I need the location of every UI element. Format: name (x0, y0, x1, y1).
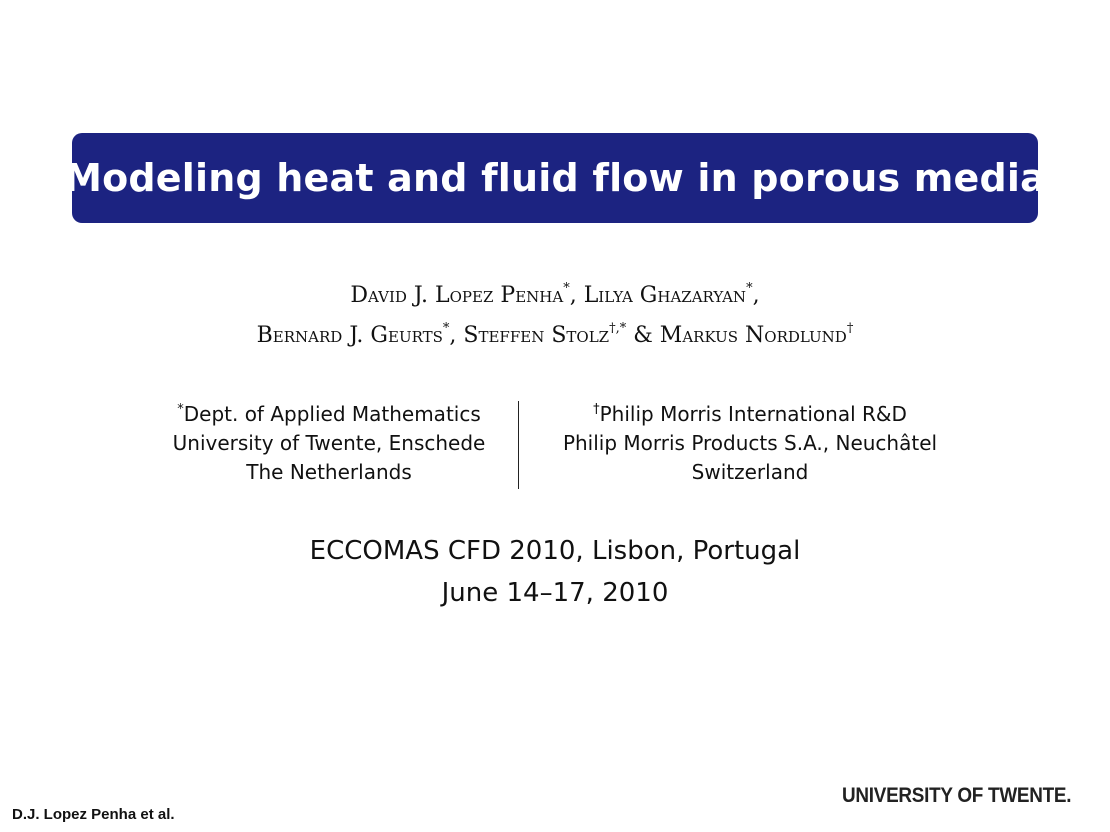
university-logo: UNIVERSITY OF TWENTE. (842, 784, 1072, 807)
affiliation-line: Philip Morris Products S.A., Neuchâtel (562, 431, 938, 455)
author-separator: , (752, 283, 760, 308)
author-name: David J. Lopez Penha (350, 283, 564, 308)
footer-author: D.J. Lopez Penha et al. (12, 806, 175, 823)
author-separator: , (449, 323, 464, 348)
affiliation-mark: * (177, 402, 184, 417)
author-mark: * (746, 281, 753, 296)
author-name: Steffen Stolz (463, 323, 610, 348)
affiliation-divider (518, 401, 519, 489)
affiliation-line: The Netherlands (246, 460, 412, 484)
affiliation-line: Switzerland (691, 460, 809, 484)
conference-date: June 14–17, 2010 (441, 578, 669, 608)
title-banner (64, 133, 1046, 223)
slide-title: Modeling heat and fluid flow in porous media (64, 156, 1046, 200)
conference-name: ECCOMAS CFD 2010, Lisbon, Portugal (309, 536, 801, 566)
author-mark: †,* (609, 321, 627, 336)
author-mark: † (846, 321, 854, 336)
author-separator: & (626, 323, 660, 348)
author-mark: * (563, 281, 570, 296)
affiliation-line: Dept. of Applied Mathematics (183, 402, 481, 426)
author-separator: , (569, 283, 584, 308)
affiliation-philip-morris (530, 400, 970, 487)
author-name: Bernard J. Geurts (256, 323, 443, 348)
author-name: Lilya Ghazaryan (583, 283, 747, 308)
authors-line-2 (0, 316, 1110, 356)
authors-line-1 (0, 276, 1110, 316)
affiliation-twente (150, 400, 508, 487)
affiliation-mark: † (593, 402, 600, 417)
author-mark: * (442, 321, 450, 336)
affiliation-line: Philip Morris International R&D (599, 402, 907, 426)
author-name: Markus Nordlund (659, 323, 847, 348)
affiliation-line: University of Twente, Enschede (172, 431, 486, 455)
